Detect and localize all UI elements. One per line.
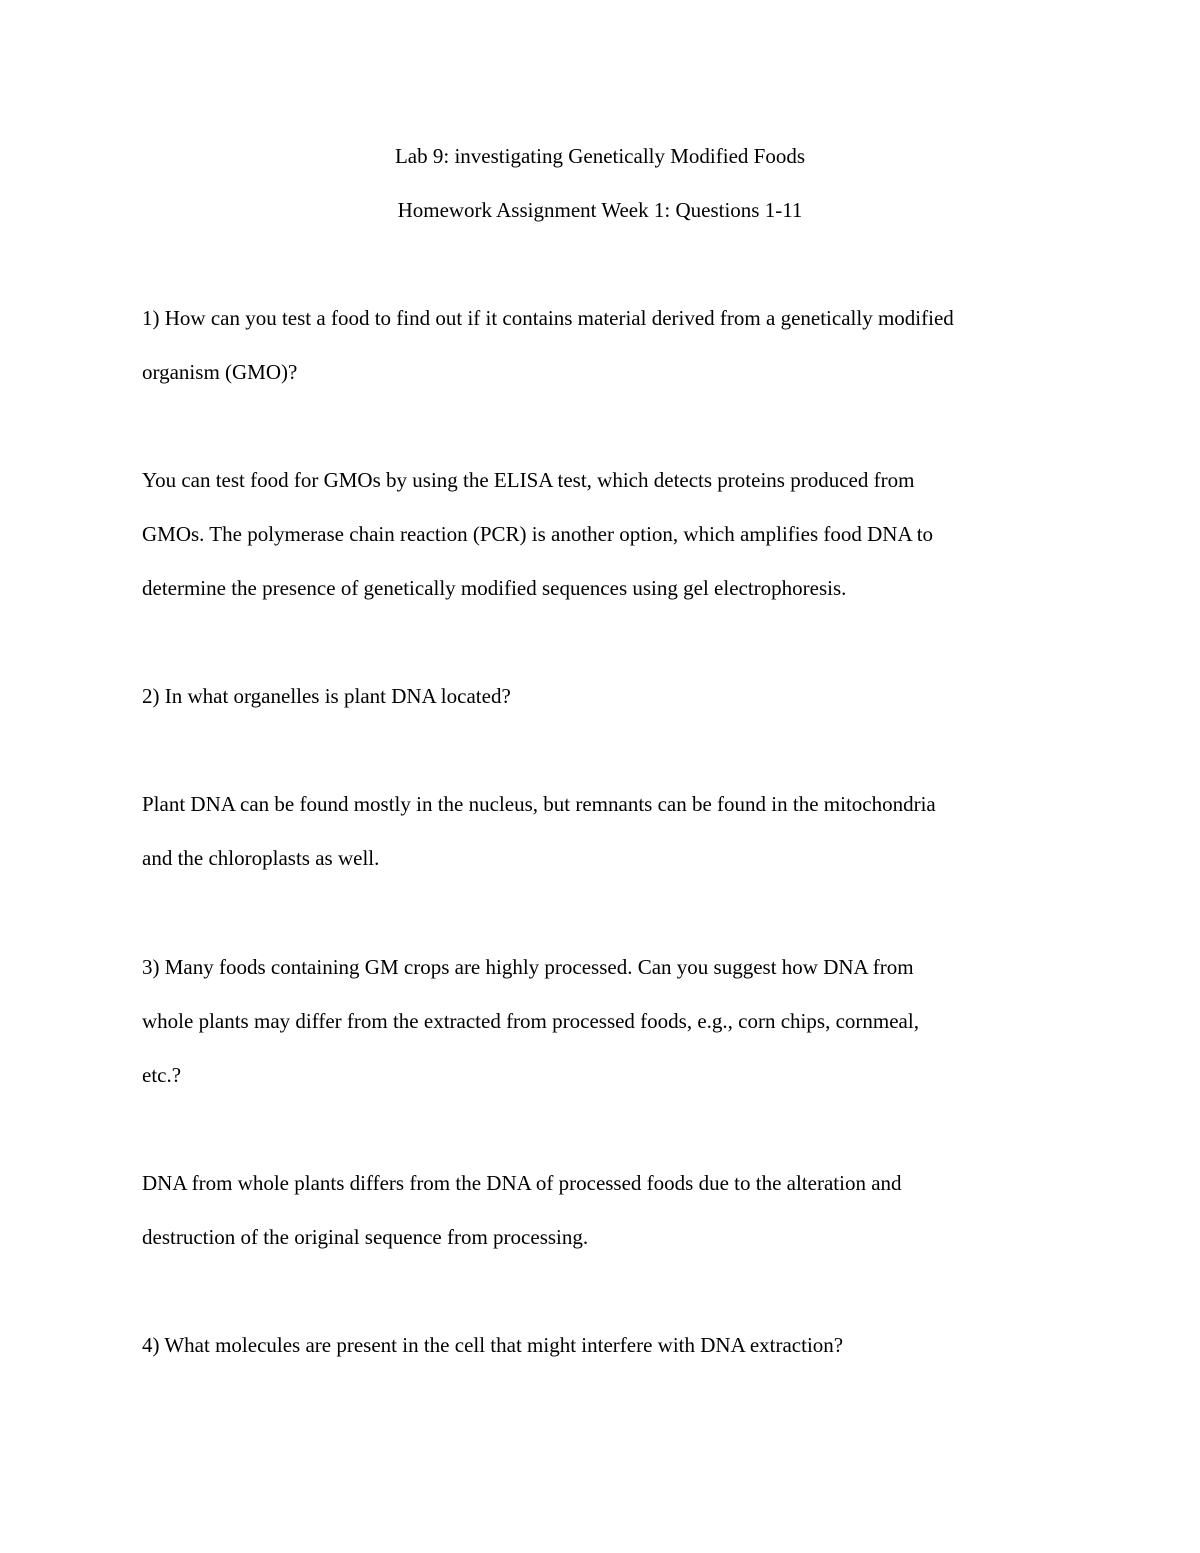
answer-2-line-2: and the chloroplasts as well. <box>142 846 380 870</box>
document-title: Lab 9: investigating Genetically Modified Foods <box>394 144 805 168</box>
question-1-line-1: 1) How can you test a food to find out if it contains material derived from a genetically modified <box>142 306 954 330</box>
question-3-line-3: etc.? <box>142 1063 182 1087</box>
question-3-line-2: whole plants may differ from the extracted from processed foods, e.g., corn chips, cornmeal, <box>142 1009 919 1033</box>
answer-3-line-2: destruction of the original sequence from processing. <box>142 1225 589 1249</box>
question-3-line-1: 3) Many foods containing GM crops are highly processed. Can you suggest how DNA from <box>142 955 914 979</box>
answer-1-line-2: GMOs. The polymerase chain reaction (PCR) is another option, which amplifies food DNA to <box>142 522 934 546</box>
question-1-line-2: organism (GMO)? <box>142 360 298 384</box>
answer-3-line-1: DNA from whole plants differs from the DNA of processed foods due to the alteration and <box>142 1171 902 1195</box>
question-4-line-1: 4) What molecules are present in the cell that might interfere with DNA extraction? <box>142 1333 844 1357</box>
answer-1-line-3: determine the presence of genetically modified sequences using gel electrophoresis. <box>142 576 847 600</box>
answer-1-line-1: You can test food for GMOs by using the ELISA test, which detects proteins produced from <box>142 468 915 492</box>
question-2-line-1: 2) In what organelles is plant DNA located? <box>142 684 511 708</box>
answer-2-line-1: Plant DNA can be found mostly in the nucleus, but remnants can be found in the mitochondria <box>142 792 936 816</box>
document-subtitle: Homework Assignment Week 1: Questions 1-11 <box>397 198 803 222</box>
